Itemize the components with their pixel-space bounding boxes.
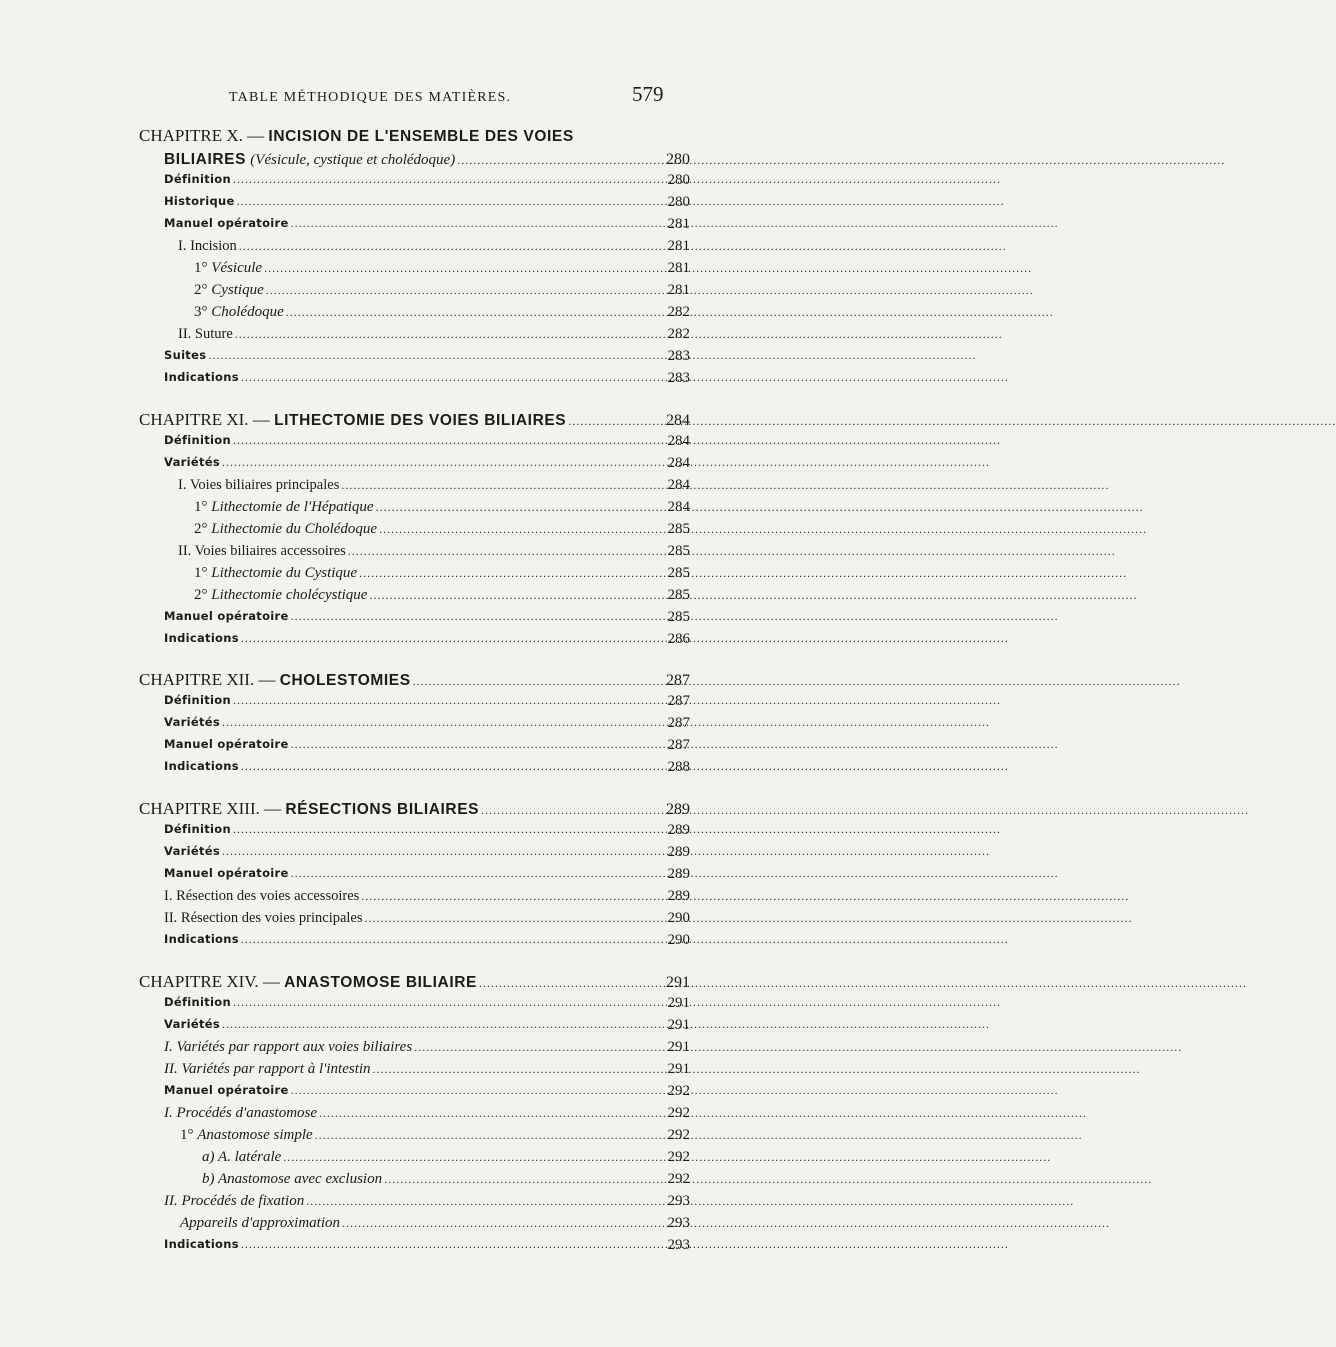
entry-label: Manuel opératoire [164, 866, 289, 880]
toc-entry[interactable] [0, 260, 800, 282]
toc-entry[interactable] [0, 995, 800, 1017]
toc-entry[interactable] [0, 1171, 800, 1193]
toc-entry[interactable] [0, 1017, 800, 1039]
chapter-subtitle: (Vésicule, cystique et cholédoque) [250, 152, 456, 168]
toc-entry[interactable] [0, 477, 800, 499]
entry-label: Définition [164, 693, 231, 707]
chapter-number: CHAPITRE XI. — [139, 410, 270, 429]
entry-page: 281 [667, 216, 690, 232]
toc-entry[interactable] [0, 326, 800, 348]
entry-label: I. Voies biliaires principales [178, 477, 340, 493]
entry-label: Lithectomie de l'Hépatique [211, 499, 374, 515]
entry-page: 285 [667, 543, 690, 559]
running-head: TABLE MÉTHODIQUE DES MATIÈRES. [229, 90, 512, 105]
entry-page: 292 [667, 1127, 690, 1143]
entry-page: 285 [667, 521, 690, 537]
entry-label: Manuel opératoire [164, 216, 289, 230]
entry-label: Manuel opératoire [164, 737, 289, 751]
entry-page: 283 [667, 370, 690, 386]
toc-entry[interactable] [0, 609, 800, 631]
entry-label: Définition [164, 995, 231, 1009]
chapter-page: 287 [666, 672, 690, 689]
toc-entry[interactable] [0, 521, 800, 543]
toc-entry[interactable] [0, 1105, 800, 1127]
toc-entry[interactable] [0, 282, 800, 304]
chapter-title: CHOLESTOMIES [279, 672, 411, 689]
toc-entry[interactable] [0, 844, 800, 866]
toc-entry[interactable] [0, 565, 800, 587]
entry-page: 291 [667, 1061, 690, 1077]
chapter-page: 284 [666, 412, 690, 429]
entry-page: 280 [667, 194, 690, 210]
toc-entry[interactable] [0, 499, 800, 521]
toc-entry[interactable] [0, 1061, 800, 1083]
page-header [0, 80, 800, 120]
chapter-page: 291 [666, 974, 690, 991]
entry-page: 289 [667, 844, 690, 860]
entry-page: 288 [667, 759, 690, 775]
entry-page: 287 [667, 737, 690, 753]
entry-label: Variétés [164, 455, 220, 469]
entry-page: 291 [667, 1017, 690, 1033]
entry-page: 289 [667, 888, 690, 904]
entry-label: Lithectomie du Cholédoque [211, 521, 378, 537]
entry-number: 1° [180, 1127, 194, 1143]
chapter-page: 289 [666, 801, 690, 818]
entry-page: 291 [667, 1039, 690, 1055]
entry-label: Lithectomie du Cystique [211, 565, 358, 581]
entry-page: 292 [667, 1105, 690, 1121]
page-number: 579 [632, 82, 664, 106]
entry-page: 287 [667, 693, 690, 709]
entry-number: 2° [194, 587, 208, 603]
entry-page: 290 [667, 932, 690, 948]
entry-label: a) A. latérale [202, 1149, 282, 1165]
entry-page: 281 [667, 260, 690, 276]
chapter-heading[interactable] [0, 799, 800, 821]
entry-label: Cystique [211, 282, 264, 298]
entry-label: Manuel opératoire [164, 609, 289, 623]
entry-label: Définition [164, 172, 231, 186]
toc-entry[interactable] [0, 715, 800, 737]
entry-number: 3° [194, 304, 208, 320]
toc-entry[interactable] [0, 370, 800, 392]
chapter-heading[interactable] [0, 670, 800, 692]
entry-label: b) Anastomose avec exclusion [202, 1171, 383, 1187]
entry-page: 282 [667, 304, 690, 320]
entry-label: Lithectomie cholécystique [211, 587, 368, 603]
entry-page: 291 [667, 995, 690, 1011]
entry-label: Indications [164, 370, 239, 384]
entry-page: 290 [667, 910, 690, 926]
entry-label: Manuel opératoire [164, 1083, 289, 1097]
entry-label: I. Incision [178, 238, 237, 254]
toc-entry[interactable] [0, 822, 800, 844]
toc-entry[interactable] [0, 759, 800, 781]
entry-page: 284 [667, 433, 690, 449]
chapter-heading-continued[interactable] [0, 149, 800, 171]
entry-page: 285 [667, 609, 690, 625]
toc-entry[interactable] [0, 866, 800, 888]
toc-entry[interactable] [0, 1193, 800, 1215]
chapter-number: CHAPITRE XIII. — [139, 799, 282, 818]
entry-page: 280 [667, 172, 690, 188]
entry-page: 284 [667, 499, 690, 515]
chapter-title: LITHECTOMIE DES VOIES BILIAIRES [274, 412, 567, 429]
entry-label: I. Variétés par rapport aux voies biliaires [164, 1039, 413, 1055]
toc-entry[interactable] [0, 238, 800, 260]
toc-entry[interactable] [0, 910, 800, 932]
toc-entry[interactable] [0, 1083, 800, 1105]
entry-number: 1° [194, 499, 208, 515]
toc-entry[interactable] [0, 888, 800, 910]
chapter-number: CHAPITRE X. — [139, 126, 265, 145]
entry-page: 293 [667, 1215, 690, 1231]
entry-page: 285 [667, 587, 690, 603]
entry-label: Variétés [164, 715, 220, 729]
entry-label: Indications [164, 759, 239, 773]
chapter-heading[interactable] [0, 126, 800, 148]
entry-label: II. Procédés de fixation [164, 1193, 305, 1209]
chapter-page: 280 [666, 151, 690, 168]
toc-entry[interactable] [0, 1237, 800, 1259]
toc-entry[interactable] [0, 932, 800, 954]
entry-label: Vésicule [211, 260, 263, 276]
entry-label: II. Voies biliaires accessoires [178, 543, 346, 559]
entry-label: Cholédoque [211, 304, 284, 320]
chapter-title: INCISION DE L'ENSEMBLE DES VOIES [268, 128, 574, 145]
toc-entry[interactable] [0, 631, 800, 653]
chapter-title-continued: BILIAIRES [164, 151, 247, 168]
entry-number: 2° [194, 282, 208, 298]
entry-label: Appareils d'approximation [180, 1215, 341, 1231]
entry-label: II. Résection des voies principales [164, 910, 363, 926]
chapter-number: CHAPITRE XII. — [139, 670, 276, 689]
entry-number: 1° [194, 565, 208, 581]
entry-label: Anastomose simple [197, 1127, 313, 1143]
entry-page: 286 [667, 631, 690, 647]
chapter-title: ANASTOMOSE BILIAIRE [284, 974, 477, 991]
chapter-heading[interactable] [0, 410, 800, 432]
toc-entry[interactable] [0, 737, 800, 759]
entry-page: 282 [667, 326, 690, 342]
toc-entry[interactable] [0, 543, 800, 565]
toc-entry[interactable] [0, 455, 800, 477]
toc-entry[interactable] [0, 1149, 800, 1171]
entry-label: Définition [164, 433, 231, 447]
toc-entry[interactable] [0, 304, 800, 326]
entry-page: 283 [667, 348, 690, 364]
leader-dots [457, 153, 1225, 168]
entry-label: II. Suture [178, 326, 233, 342]
chapter-heading[interactable] [0, 972, 800, 994]
entry-page: 293 [667, 1237, 690, 1253]
toc-entry[interactable] [0, 1039, 800, 1061]
entry-label: Variétés [164, 1017, 220, 1031]
entry-page: 284 [667, 455, 690, 471]
entry-label: Variétés [164, 844, 220, 858]
toc-entry[interactable] [0, 172, 800, 194]
entry-page: 292 [667, 1149, 690, 1165]
entry-label: Suites [164, 348, 207, 362]
entry-number: 2° [194, 521, 208, 537]
toc-entry[interactable] [0, 194, 800, 216]
toc-entry[interactable] [0, 433, 800, 455]
entry-label: I. Résection des voies accessoires [164, 888, 360, 904]
entry-page: 292 [667, 1171, 690, 1187]
entry-label: I. Procédés d'anastomose [164, 1105, 318, 1121]
chapter-number: CHAPITRE XIV. — [139, 972, 280, 991]
entry-page: 285 [667, 565, 690, 581]
entry-page: 292 [667, 1083, 690, 1099]
entry-label: Indications [164, 932, 239, 946]
toc-entry[interactable] [0, 1127, 800, 1149]
toc-entry[interactable] [0, 1215, 800, 1237]
chapter-title: RÉSECTIONS BILIAIRES [285, 801, 480, 818]
toc-entry[interactable] [0, 587, 800, 609]
entry-page: 289 [667, 866, 690, 882]
entry-page: 281 [667, 282, 690, 298]
entry-page: 281 [667, 238, 690, 254]
toc-entry[interactable] [0, 348, 800, 370]
entry-label: Indications [164, 1237, 239, 1251]
entry-page: 293 [667, 1193, 690, 1209]
entry-page: 287 [667, 715, 690, 731]
toc-entry[interactable] [0, 216, 800, 238]
entry-label: Définition [164, 822, 231, 836]
entry-page: 284 [667, 477, 690, 493]
entry-page: 289 [667, 822, 690, 838]
entry-label: II. Variétés par rapport à l'intestin [164, 1061, 371, 1077]
entry-label: Indications [164, 631, 239, 645]
toc-entry[interactable] [0, 693, 800, 715]
entry-number: 1° [194, 260, 208, 276]
entry-label: Historique [164, 194, 235, 208]
